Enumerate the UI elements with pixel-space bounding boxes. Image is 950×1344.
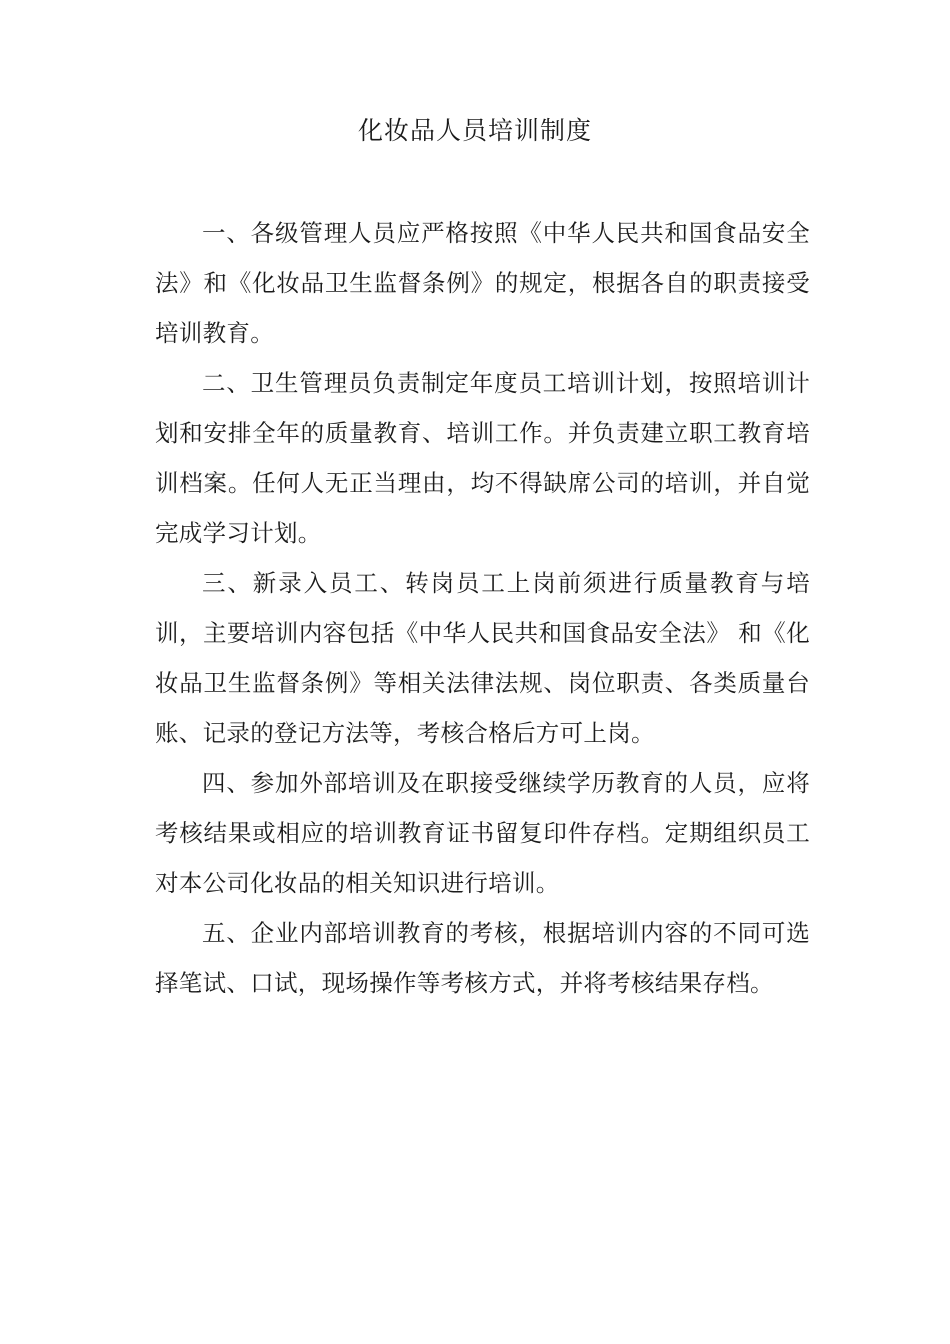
paragraph-3: 三、新录入员工、转岗员工上岗前须进行质量教育与培训，主要培训内容包括《中华人民共和国食品安全法》 和《化妆品卫生监督条例》等相关法律法规、岗位职责、各类质量台账、记录的登记方法等，考核合格后方可上岗。 [155, 569, 810, 747]
document-title: 化妆品人员培训制度 [357, 116, 592, 145]
paragraph-5: 五、企业内部培训教育的考核，根据培训内容的不同可选择笔试、口试，现场操作等考核方式，并将考核结果存档。 [155, 919, 810, 997]
paragraph-2: 二、卫生管理员负责制定年度员工培训计划，按照培训计划和安排全年的质量教育、培训工作。并负责建立职工教育培训档案。任何人无正当理由，均不得缺席公司的培训，并自觉完成学习计划。 [155, 369, 810, 547]
document-body [155, 208, 810, 1008]
paragraph-4: 四、参加外部培训及在职接受继续学历教育的人员，应将考核结果或相应的培训教育证书留复印件存档。定期组织员工对本公司化妆品的相关知识进行培训。 [155, 769, 810, 897]
paragraph-1: 一、各级管理人员应严格按照《中华人民共和国食品安全法》和《化妆品卫生监督条例》的规定，根据各自的职责接受培训教育。 [155, 219, 810, 347]
